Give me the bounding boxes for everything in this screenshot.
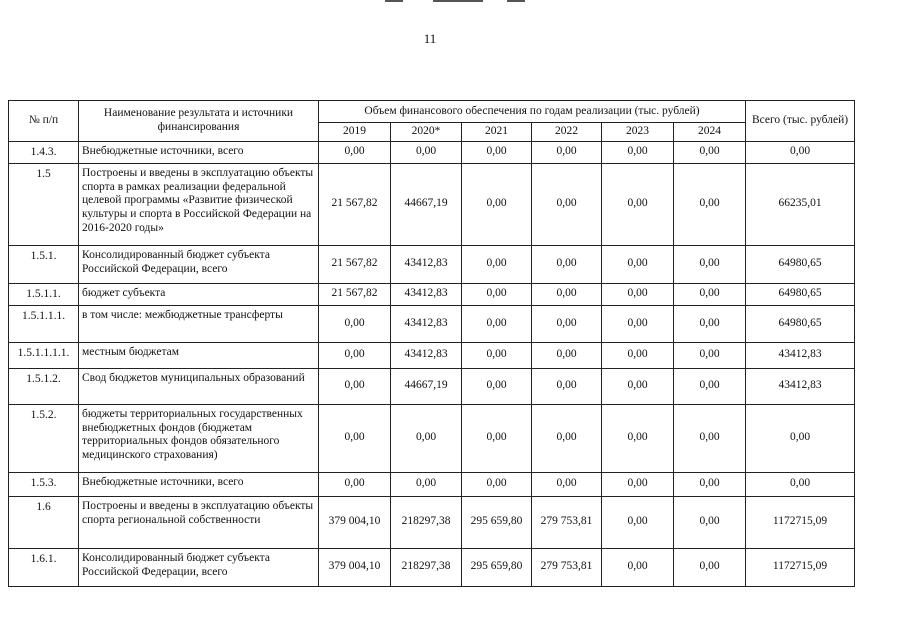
row-total: 66235,01 (746, 163, 855, 245)
year-value-2022: 0,00 (532, 472, 602, 496)
row-total: 0,00 (746, 141, 855, 163)
year-value-2024: 0,00 (674, 141, 746, 163)
row-name: в том числе: межбюджетные трансферты (79, 305, 319, 342)
table-body (9, 141, 855, 586)
year-value-2020: 218297,38 (391, 548, 462, 586)
year-value-2019: 21 567,82 (319, 163, 391, 245)
year-value-2022: 0,00 (532, 245, 602, 283)
row-number: 1.5.3. (9, 472, 79, 496)
year-value-2022: 279 753,81 (532, 496, 602, 548)
year-value-2020: 44667,19 (391, 368, 462, 404)
header-year: 2022 (532, 123, 602, 142)
year-value-2021: 0,00 (462, 342, 532, 368)
year-value-2021: 295 659,80 (462, 496, 532, 548)
row-total: 64980,65 (746, 305, 855, 342)
row-name: Свод бюджетов муниципальных образований (79, 368, 319, 404)
row-total: 0,00 (746, 404, 855, 472)
year-value-2022: 0,00 (532, 141, 602, 163)
year-value-2023: 0,00 (602, 404, 674, 472)
year-value-2019: 0,00 (319, 404, 391, 472)
year-value-2024: 0,00 (674, 283, 746, 305)
year-value-2021: 0,00 (462, 368, 532, 404)
year-value-2020: 0,00 (391, 472, 462, 496)
year-value-2021: 0,00 (462, 305, 532, 342)
year-value-2022: 279 753,81 (532, 548, 602, 586)
header-total: Всего (тыс. рублей) (746, 101, 855, 142)
year-value-2024: 0,00 (674, 245, 746, 283)
year-value-2021: 295 659,80 (462, 548, 532, 586)
row-number: 1.4.3. (9, 141, 79, 163)
row-name: бюджет субъекта (79, 283, 319, 305)
year-value-2021: 0,00 (462, 245, 532, 283)
table-row (9, 368, 855, 404)
year-value-2021: 0,00 (462, 472, 532, 496)
top-scan-marks (385, 0, 525, 3)
row-total: 1172715,09 (746, 548, 855, 586)
year-value-2023: 0,00 (602, 368, 674, 404)
year-value-2022: 0,00 (532, 283, 602, 305)
budget-table (8, 100, 855, 587)
row-number: 1.6.1. (9, 548, 79, 586)
year-value-2024: 0,00 (674, 404, 746, 472)
year-value-2023: 0,00 (602, 245, 674, 283)
year-value-2024: 0,00 (674, 163, 746, 245)
row-name: Консолидированный бюджет субъекта Российской Федерации, всего (79, 245, 319, 283)
year-value-2022: 0,00 (532, 305, 602, 342)
row-name: Внебюджетные источники, всего (79, 472, 319, 496)
year-value-2024: 0,00 (674, 368, 746, 404)
header-name: Наименование результата и источники финансирования (79, 101, 319, 142)
row-number: 1.5 (9, 163, 79, 245)
year-value-2021: 0,00 (462, 163, 532, 245)
year-value-2022: 0,00 (532, 368, 602, 404)
table-row (9, 472, 855, 496)
year-value-2022: 0,00 (532, 342, 602, 368)
year-value-2019: 21 567,82 (319, 245, 391, 283)
table-row (9, 245, 855, 283)
year-value-2021: 0,00 (462, 141, 532, 163)
table-row (9, 496, 855, 548)
row-name: Внебюджетные источники, всего (79, 141, 319, 163)
year-value-2024: 0,00 (674, 548, 746, 586)
row-total: 43412,83 (746, 342, 855, 368)
year-value-2024: 0,00 (674, 472, 746, 496)
year-value-2023: 0,00 (602, 342, 674, 368)
year-value-2020: 43412,83 (391, 305, 462, 342)
row-number: 1.5.2. (9, 404, 79, 472)
row-number: 1.5.1.1. (9, 283, 79, 305)
table-row (9, 141, 855, 163)
row-name: бюджеты территориальных государственных внебюджетных фондов (бюджетам территориальных фондов обязательного медицинского страхования) (79, 404, 319, 472)
year-value-2023: 0,00 (602, 283, 674, 305)
row-number: 1.5.1.1.1.1. (9, 342, 79, 368)
year-value-2020: 43412,83 (391, 245, 462, 283)
year-value-2020: 43412,83 (391, 342, 462, 368)
year-value-2019: 0,00 (319, 141, 391, 163)
table-row (9, 342, 855, 368)
header-year: 2019 (319, 123, 391, 142)
year-value-2020: 43412,83 (391, 283, 462, 305)
row-number: 1.6 (9, 496, 79, 548)
year-value-2024: 0,00 (674, 305, 746, 342)
row-number: 1.5.1.2. (9, 368, 79, 404)
row-total: 1172715,09 (746, 496, 855, 548)
year-value-2021: 0,00 (462, 283, 532, 305)
page-number: 11 (423, 31, 437, 46)
header-year: 2020* (391, 123, 462, 142)
header-num: № п/п (9, 101, 79, 142)
year-value-2022: 0,00 (532, 404, 602, 472)
row-number: 1.5.1.1.1. (9, 305, 79, 342)
row-total: 64980,65 (746, 283, 855, 305)
year-value-2019: 0,00 (319, 305, 391, 342)
row-total: 0,00 (746, 472, 855, 496)
year-value-2019: 0,00 (319, 368, 391, 404)
year-value-2023: 0,00 (602, 496, 674, 548)
table-row (9, 548, 855, 586)
row-name: Построены и введены в эксплуатацию объекты спорта региональной собственности (79, 496, 319, 548)
row-total: 64980,65 (746, 245, 855, 283)
table-row (9, 305, 855, 342)
row-name: Построены и введены в эксплуатацию объекты спорта в рамках реализации федеральной целевой программы «Развитие физической культуры и спорта в Российской Федерации на 2016-2020 годы» (79, 163, 319, 245)
year-value-2019: 379 004,10 (319, 496, 391, 548)
year-value-2021: 0,00 (462, 404, 532, 472)
header-year: 2021 (462, 123, 532, 142)
year-value-2023: 0,00 (602, 141, 674, 163)
header-funding-by-year: Объем финансового обеспечения по годам реализации (тыс. рублей) (319, 101, 746, 123)
year-value-2023: 0,00 (602, 472, 674, 496)
row-number: 1.5.1. (9, 245, 79, 283)
year-value-2019: 0,00 (319, 472, 391, 496)
year-value-2020: 218297,38 (391, 496, 462, 548)
table-row (9, 163, 855, 245)
year-value-2024: 0,00 (674, 496, 746, 548)
year-value-2020: 0,00 (391, 141, 462, 163)
year-value-2024: 0,00 (674, 342, 746, 368)
year-value-2023: 0,00 (602, 305, 674, 342)
year-value-2019: 21 567,82 (319, 283, 391, 305)
year-value-2023: 0,00 (602, 548, 674, 586)
header-year: 2024 (674, 123, 746, 142)
year-value-2020: 44667,19 (391, 163, 462, 245)
year-value-2019: 0,00 (319, 342, 391, 368)
year-value-2019: 379 004,10 (319, 548, 391, 586)
year-value-2020: 0,00 (391, 404, 462, 472)
header-year: 2023 (602, 123, 674, 142)
row-name: Консолидированный бюджет субъекта Российской Федерации, всего (79, 548, 319, 586)
row-total: 43412,83 (746, 368, 855, 404)
row-name: местным бюджетам (79, 342, 319, 368)
table-row (9, 404, 855, 472)
table-row (9, 283, 855, 305)
year-value-2022: 0,00 (532, 163, 602, 245)
year-value-2023: 0,00 (602, 163, 674, 245)
